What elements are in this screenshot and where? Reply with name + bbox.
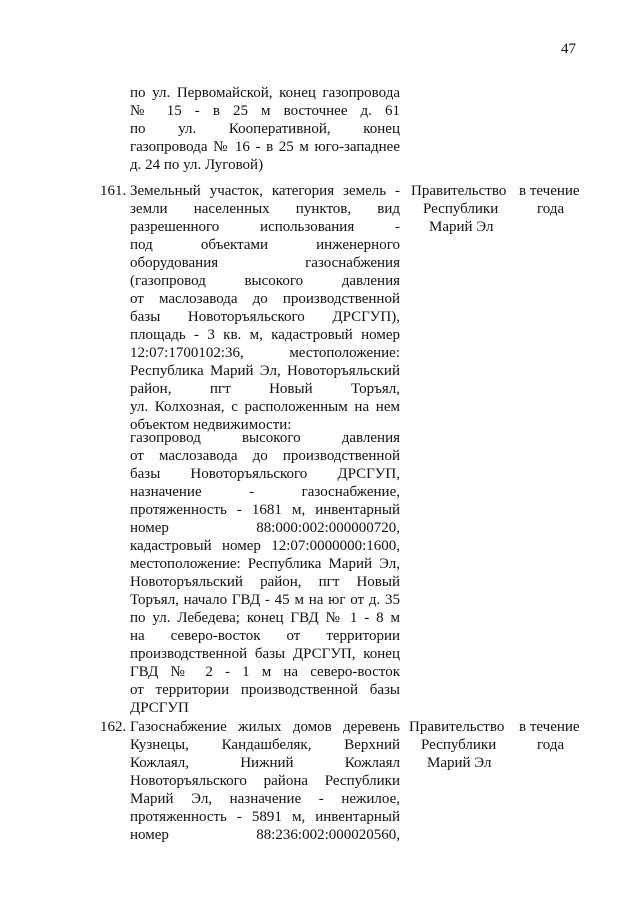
text-line: разрешенного использования - — [130, 219, 400, 235]
text-line: объектом недвижимости: — [130, 417, 292, 433]
text-line: д. 24 по ул. Луговой) — [130, 157, 264, 173]
text-line: газопровода № 16 - в 25 м юго-западнее — [130, 139, 400, 155]
text-line: местоположение: Республика Марий Эл, — [130, 556, 400, 572]
text-line: Правительство — [409, 719, 505, 735]
text-line: Республика Марий Эл, Новоторъяльский — [130, 363, 400, 379]
text-line: площадь - 3 кв. м, кадастровый номер — [130, 327, 400, 343]
text-line: Республики — [423, 201, 499, 217]
text-line: № 15 - в 25 м восточнее д. 61 — [130, 103, 400, 119]
text-line: протяженность - 5891 м, инвентарный — [130, 809, 400, 825]
text-line: по ул. Первомайской, конец газопровода — [130, 85, 400, 101]
text-line: назначение - газоснабжение, — [130, 484, 400, 500]
text-line: Кожлаял, Нижний Кожлаял — [130, 755, 400, 771]
text-line: Земельный участок, категория земель - — [130, 183, 400, 199]
text-line: земли населенных пунктов, вид — [130, 201, 400, 217]
text-line: от территории производственной базы — [130, 682, 400, 698]
text-line: базы Новоторъяльского ДРСГУП, — [130, 466, 400, 482]
text-line: от маслозавода до производственной — [130, 291, 400, 307]
text-line: производственной базы ДРСГУП, конец — [130, 646, 400, 662]
text-line: оборудования газоснабжения — [130, 255, 400, 271]
text-line: ул. Колхозная, с расположенным на нем — [130, 399, 400, 415]
text-line: Кузнецы, Кандашбеляк, Верхний — [130, 737, 400, 753]
text-line: Новоторъяльского района Республики — [130, 773, 400, 789]
text-line: газопровод высокого давления — [130, 430, 400, 446]
entry-number: 162. — [100, 719, 127, 735]
text-line: Новоторъяльский район, пгт Новый — [130, 574, 400, 590]
text-line: район, пгт Новый Торъял, — [130, 381, 400, 397]
text-line: Правительство — [411, 183, 507, 199]
text-line: года — [537, 201, 565, 217]
text-line: номер 88:236:002:000020560, — [130, 827, 400, 843]
text-line: базы Новоторъяльского ДРСГУП), — [130, 309, 400, 325]
text-line: от маслозавода до производственной — [130, 448, 400, 464]
text-line: в течение — [519, 719, 580, 735]
text-line: года — [537, 737, 565, 753]
text-line: (газопровод высокого давления — [130, 273, 400, 289]
text-line: Марий Эл — [429, 219, 494, 235]
text-line: Марий Эл — [427, 755, 492, 771]
text-line: в течение — [519, 183, 580, 199]
text-line: протяженность - 1681 м, инвентарный — [130, 502, 400, 518]
text-line: ДРСГУП — [130, 700, 189, 716]
text-line: Республики — [421, 737, 497, 753]
text-line: по ул. Кооперативной, конец — [130, 121, 400, 137]
page-number: 47 — [561, 41, 576, 57]
text-line: номер 88:000:002:000000720, — [130, 520, 400, 536]
text-line: Марий Эл, назначение - нежилое, — [130, 791, 400, 807]
text-line: под объектами инженерного — [130, 237, 400, 253]
text-line: ГВД № 2 - 1 м на северо-восток — [130, 664, 400, 680]
text-line: Газоснабжение жилых домов деревень — [130, 719, 400, 735]
text-line: Торъял, начало ГВД - 45 м на юг от д. 35 — [130, 592, 400, 608]
text-line: по ул. Лебедева; конец ГВД № 1 - 8 м — [130, 610, 400, 626]
text-line: 12:07:1700102:36, местоположение: — [130, 345, 400, 361]
text-line: кадастровый номер 12:07:0000000:1600, — [130, 538, 400, 554]
text-line: на северо-восток от территории — [130, 628, 400, 644]
entry-number: 161. — [100, 183, 127, 199]
